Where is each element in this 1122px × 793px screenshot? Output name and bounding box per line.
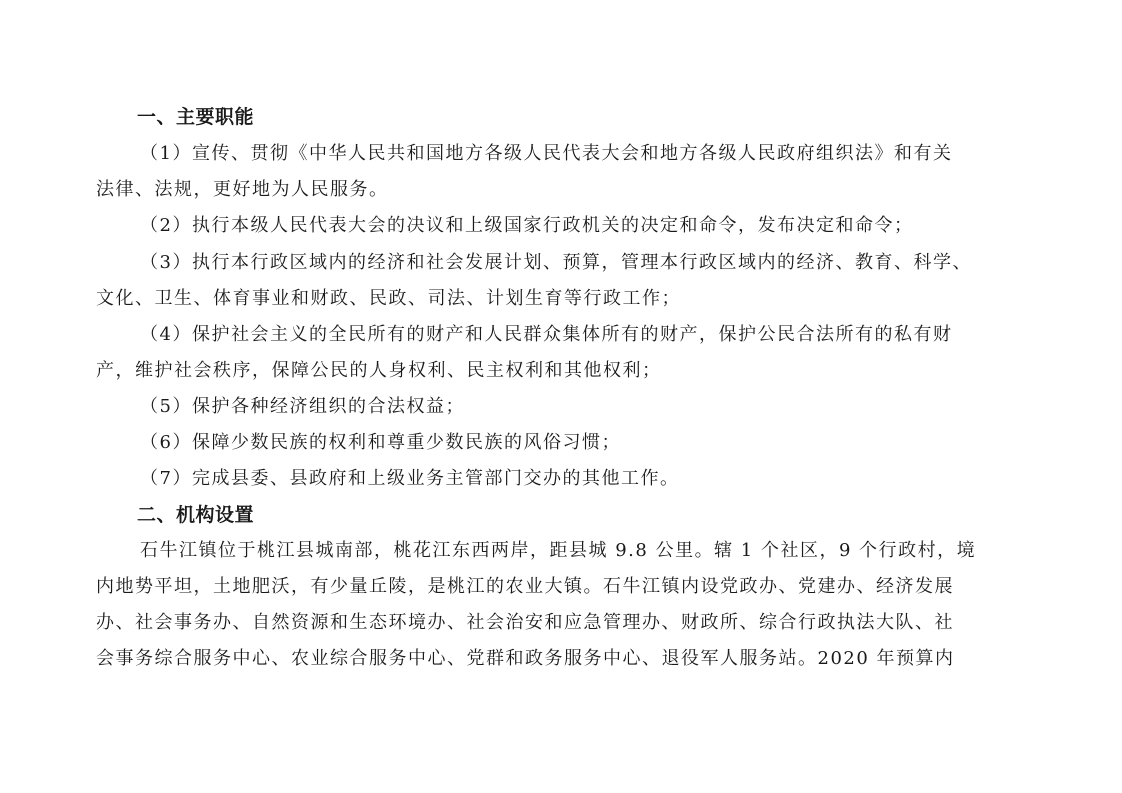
function-item-1-line-2: 法律、法规，更好地为人民服务。 [96,179,389,200]
organization-paragraph-line-3: 办、社会事务办、自然资源和生态环境办、社会治安和应急管理办、财政所、综合行政执法大队、社 [96,612,954,633]
function-item-4-line-2: 产，维护社会秩序，保障公民的人身权利、民主权利和其他权利； [96,360,662,381]
function-item-4-line-1: （4）保护社会主义的全民所有的财产和人民群众集体所有的财产，保护公民合法所有的私有财 [140,324,953,345]
section-heading-main-functions: 一、主要职能 [137,106,255,128]
organization-paragraph-line-2: 内地势平坦，土地肥沃，有少量丘陵，是桃江的农业大镇。石牛江镇内设党政办、党建办、经济发展 [96,576,954,597]
section-heading-organization: 二、机构设置 [137,504,255,526]
organization-paragraph-line-4: 会事务综合服务中心、农业综合服务中心、党群和政务服务中心、退役军人服务站。2020 年预算内 [96,648,955,669]
function-item-3-line-2: 文化、卫生、体育事业和财政、民政、司法、计划生育等行政工作； [96,288,681,309]
function-item-2: （2）执行本级人民代表大会的决议和上级国家行政机关的决定和命令，发布决定和命令； [140,215,914,236]
function-item-7: （7）完成县委、县政府和上级业务主管部门交办的其他工作。 [140,468,680,489]
function-item-5: （5）保护各种经济组织的合法权益； [140,396,465,417]
function-item-6: （6）保障少数民族的权利和尊重少数民族的风俗习惯； [140,432,621,453]
function-item-3-line-1: （3）执行本行政区域内的经济和社会发展计划、预算，管理本行政区域内的经济、教育、科学、 [140,252,972,273]
organization-paragraph-line-1: 石牛江镇位于桃江县城南部，桃花江东西两岸，距县城 9.8 公里。辖 1 个社区，9 个行政村，境 [140,540,977,561]
function-item-1-line-1: （1）宣传、贯彻《中华人民共和国地方各级人民代表大会和地方各级人民政府组织法》和有关 [140,143,953,164]
